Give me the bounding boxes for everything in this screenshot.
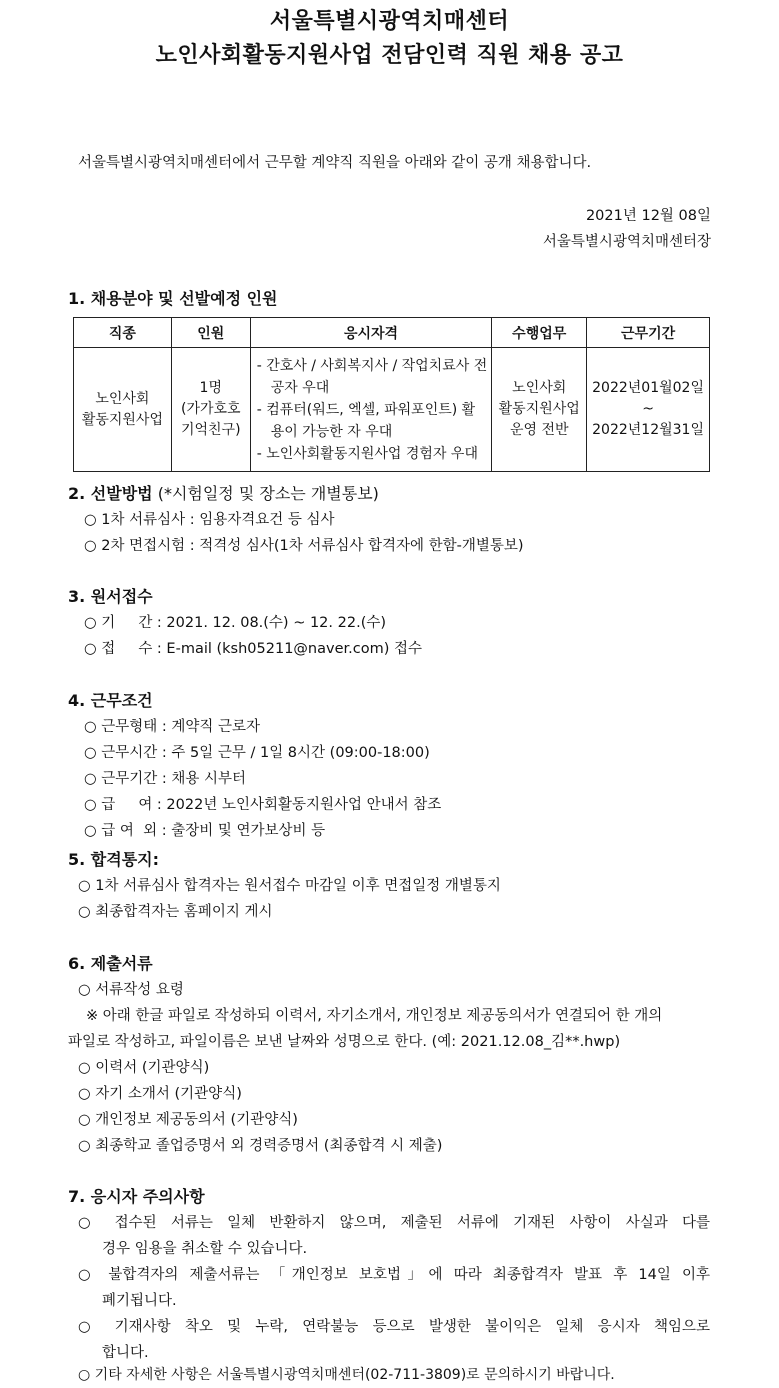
issuer-name: 서울특별시광역치매센터장 — [542, 234, 711, 250]
cell-duty-line: 활동지원사업 — [498, 401, 580, 417]
list-item: ○ 근무기간 : 채용 시부터 — [84, 771, 247, 787]
page-title-line1: 서울특별시광역치매센터 — [269, 9, 510, 34]
list-item: ○ 근무시간 : 주 5일 근무 / 1일 8시간 (09:00-18:00) — [84, 745, 430, 761]
list-item: ○ 1차 서류심사 합격자는 원서접수 마감일 이후 면접일정 개별통지 — [78, 878, 501, 894]
table-header-row — [74, 318, 710, 348]
list-item: ○ 1차 서류심사 : 임용자격요건 등 심사 — [84, 512, 335, 528]
cell-count — [171, 348, 250, 472]
cell-count-line: (가가호호 — [180, 401, 241, 417]
list-item: ○ 기 간 : 2021. 12. 08.(수) ~ 12. 22.(수) — [84, 615, 387, 631]
section-4-title: 4. 근무조건 — [68, 691, 153, 710]
list-item: ○ 서류작성 요령 — [78, 982, 184, 998]
qualification-item: - 노인사회활동지원사업 경험자 우대 — [256, 445, 478, 462]
list-item: ○ 기타 자세한 사항은 서울특별시광역치매센터(02-711-3809)로 문의하시기 바랍니다. — [78, 1367, 615, 1383]
note-line: ※ 아래 한글 파일로 작성하되 이력서, 자기소개서, 개인정보 제공동의서가 연결되어 한 개의 — [86, 1008, 663, 1024]
cell-job — [74, 348, 172, 472]
cell-period-line: 2022년12월31일 — [592, 422, 704, 438]
section-2-title — [68, 481, 379, 504]
cell-period-line: 2022년01월02일 — [592, 380, 704, 396]
list-item-continued: 경우 임용을 취소할 수 있습니다. — [102, 1241, 308, 1257]
recruit-table — [73, 317, 710, 472]
cell-duty-line: 운영 전반 — [509, 422, 569, 438]
header-cell-count: 인원 — [171, 318, 250, 348]
header-cell-duty: 수행업무 — [492, 318, 587, 348]
section-2-note: (*시험일정 및 장소는 개별통보) — [152, 484, 379, 503]
cell-period-line: ~ — [642, 401, 654, 417]
cell-duty-line: 노인사회 — [512, 380, 567, 396]
section-6-title: 6. 제출서류 — [68, 954, 153, 973]
list-item: ○ 최종학교 졸업증명서 외 경력증명서 (최종합격 시 제출) — [78, 1138, 443, 1154]
section-5-title: 5. 합격통지: — [68, 850, 160, 869]
list-item: ○ 불합격자의 제출서류는 「개인정보 보호법」에 따라 최종합격자 발표 후 14일 이후 — [78, 1267, 710, 1283]
page-title-line2: 노인사회활동지원사업 전담인력 직원 채용 공고 — [155, 43, 624, 68]
list-item: ○ 급 여 : 2022년 노인사회활동지원사업 안내서 참조 — [84, 797, 442, 813]
header-cell-period: 근무기간 — [587, 318, 710, 348]
cell-job-line: 노인사회 — [95, 390, 150, 407]
qualification-item: - 컴퓨터(워드, 엑셀, 파워포인트) 활용이 가능한 자 우대 — [256, 401, 476, 440]
list-item-continued: 폐기됩니다. — [102, 1293, 177, 1309]
list-item: ○ 기재사항 착오 및 누락, 연락불능 등으로 발생한 불이익은 일체 응시자 책임으로 — [78, 1319, 710, 1335]
list-item-continued: 합니다. — [102, 1345, 149, 1361]
section-7-title: 7. 응시자 주의사항 — [68, 1187, 205, 1206]
note-line: 파일로 작성하고, 파일이름은 보낸 날짜와 성명으로 한다. (예: 2021.12.08_김**.hwp) — [68, 1034, 621, 1050]
qualification-item: - 간호사 / 사회복지사 / 작업치료사 전공자 우대 — [256, 357, 488, 396]
list-item: ○ 근무형태 : 계약직 근로자 — [84, 719, 261, 735]
cell-job-line: 활동지원사업 — [81, 411, 163, 428]
issue-date: 2021년 12월 08일 — [585, 208, 711, 224]
list-item: ○ 최종합격자는 홈페이지 게시 — [78, 904, 273, 920]
section-2-heading: 2. 선발방법 — [68, 484, 153, 503]
list-item: ○ 급 여 외 : 출장비 및 연가보상비 등 — [84, 823, 326, 839]
list-item: ○ 자기 소개서 (기관양식) — [78, 1086, 242, 1102]
cell-period — [587, 348, 710, 472]
cell-count-line: 1명 — [199, 380, 222, 396]
list-item: ○ 2차 면접시험 : 적격성 심사(1차 서류심사 합격자에 한함-개별통보) — [84, 538, 524, 554]
cell-count-line: 기억친구) — [180, 422, 241, 438]
section-3-title: 3. 원서접수 — [68, 587, 153, 606]
list-item: ○ 접 수 : E-mail (ksh05211@naver.com) 접수 — [84, 641, 422, 657]
cell-duty — [492, 348, 587, 472]
cell-qualification — [250, 348, 492, 472]
intro-text: 서울특별시광역치매센터에서 근무할 계약직 직원을 아래와 같이 공개 채용합니다. — [78, 155, 592, 171]
table-row — [74, 348, 710, 472]
list-item: ○ 접수된 서류는 일체 반환하지 않으며, 제출된 서류에 기재된 사항이 사실과 다를 — [78, 1215, 710, 1231]
header-cell-job: 직종 — [74, 318, 172, 348]
section-1-title: 1. 채용분야 및 선발예정 인원 — [68, 289, 278, 308]
list-item: ○ 개인정보 제공동의서 (기관양식) — [78, 1112, 298, 1128]
list-item: ○ 이력서 (기관양식) — [78, 1060, 210, 1076]
header-cell-qualification: 응시자격 — [250, 318, 492, 348]
